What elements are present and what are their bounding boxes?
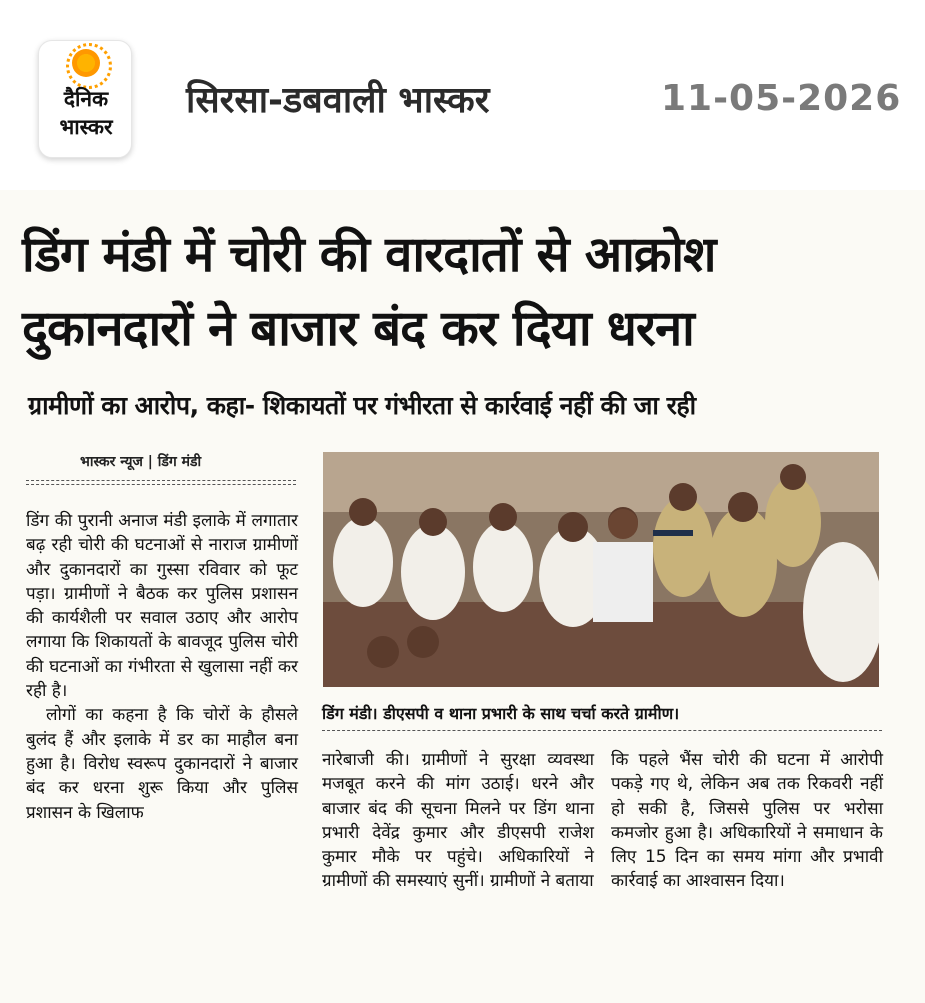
edition-date: 11-05-2026 bbox=[661, 78, 902, 119]
subheadline: ग्रामीणों का आरोप, कहा- शिकायतों पर गंभीरता से कार्रवाई नहीं की जा रही bbox=[28, 391, 696, 420]
article-paragraph-1: डिंग की पुरानी अनाज मंडी इलाके में लगातार बढ़ रही चोरी की घटनाओं से नाराज ग्रामीणों और दुकानदारों का गुस्सा रविवार को फूट पड़ा। ग्रामीणों ने बैठक कर पुलिस प्रशासन की कार्यशैली पर सवाल उठाए और आरोप लगाया कि शिकायतों के बावजूद पुलिस चोरी की घटनाओं का गंभीरता से खुलासा नहीं कर रही है। bbox=[26, 511, 298, 702]
article-paragraph-4: कि पहले भैंस चोरी की घटना में आरोपी पकड़े गए थे, लेकिन अब तक रिकवरी नहीं हो सकी है, जिससे पुलिस पर भरोसा कमजोर हुआ है। अधिकारियों ने समाधान के लिए 15 दिन का समय मांगा और प्रभावी कार्रवाई का आश्वासन दिया। bbox=[611, 750, 883, 892]
article-column-2 bbox=[322, 748, 594, 894]
headline-line2: दुकानदारों ने बाजार बंद कर दिया धरना bbox=[22, 300, 694, 357]
article-paragraph-3: नारेबाजी की। ग्रामीणों ने सुरक्षा व्यवस्था मजबूत करने की मांग उठाई। धरने और बाजार बंद की सूचना मिलने पर डिंग थाना प्रभारी देवेंद्र कुमार और डीएसपी राजेश कुमार मौके पर पहुंचे। अधिकारियों ने ग्रामीणों की समस्याएं सुनीं। ग्रामीणों ने बताया bbox=[322, 750, 594, 892]
news-photo bbox=[323, 452, 879, 687]
sun-icon bbox=[72, 49, 100, 77]
byline-divider-2 bbox=[26, 484, 296, 485]
article-column-1 bbox=[26, 509, 298, 825]
news-clipping bbox=[0, 190, 925, 1003]
headline-line1: डिंग मंडी में चोरी की वारदातों से आक्रोश bbox=[22, 226, 716, 283]
edition-title: सिरसा-डबवाली भास्कर bbox=[186, 80, 490, 121]
byline: भास्कर न्यूज | डिंग मंडी bbox=[80, 454, 202, 470]
caption-divider bbox=[322, 730, 882, 731]
logo-line2: भास्कर bbox=[59, 115, 113, 139]
byline-divider bbox=[26, 480, 296, 481]
article-paragraph-2: लोगों का कहना है कि चोरों के हौसले बुलंद हैं और इलाके में डर का माहौल बना हुआ है। विरोध स्वरूप दुकानदारों ने बाजार बंद कर धरना शुरू किया और पुलिस प्रशासन के खिलाफ bbox=[26, 705, 298, 823]
logo-line1: दैनिक bbox=[63, 87, 109, 111]
article-column-3 bbox=[611, 748, 883, 894]
dainik-bhaskar-logo[interactable] bbox=[38, 40, 132, 158]
crowd-photo-illustration bbox=[323, 452, 879, 687]
photo-caption: डिंग मंडी। डीएसपी व थाना प्रभारी के साथ चर्चा करते ग्रामीण। bbox=[322, 704, 680, 723]
app-header bbox=[0, 0, 925, 190]
